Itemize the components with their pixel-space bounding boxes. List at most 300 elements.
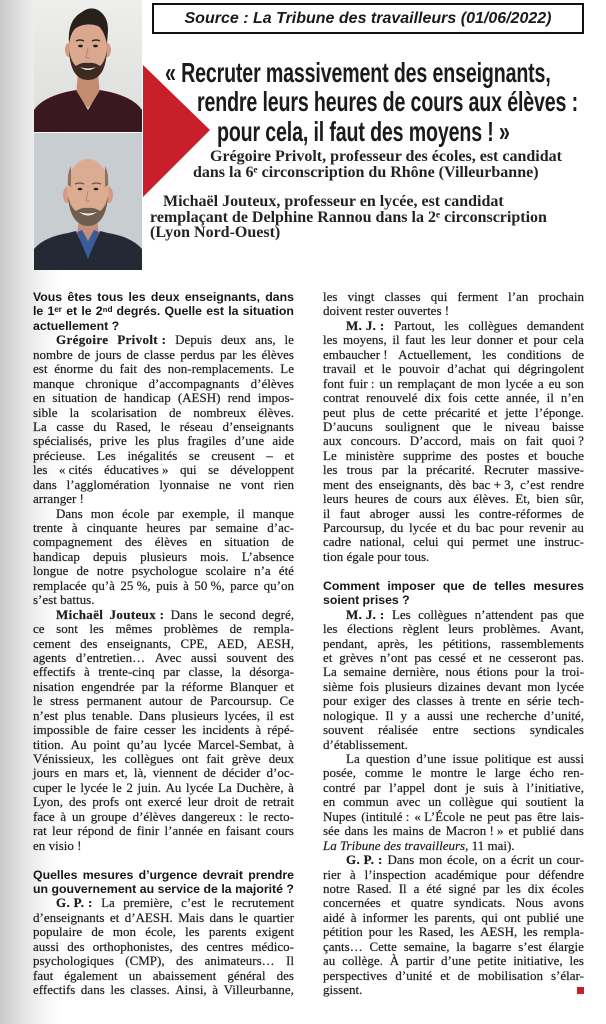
word: d’une xyxy=(234,433,265,449)
word: l’initiative, xyxy=(526,779,584,795)
word: lycée xyxy=(163,736,191,752)
word: de xyxy=(244,794,257,810)
word: le xyxy=(160,418,171,434)
word: des xyxy=(276,967,294,983)
word: la xyxy=(545,664,555,680)
word: contrat xyxy=(323,390,360,406)
word: aide xyxy=(272,433,294,449)
word: pour xyxy=(505,866,530,882)
word: été xyxy=(426,880,442,896)
text-line xyxy=(323,868,584,882)
word: notre xyxy=(323,880,350,896)
word: ne xyxy=(218,476,232,492)
word: creusent xyxy=(211,447,255,463)
word: les xyxy=(323,332,338,348)
word: et, xyxy=(115,765,128,781)
word: du xyxy=(99,361,113,377)
word: populaire xyxy=(33,924,83,940)
word: élèves xyxy=(154,534,188,550)
word: classe xyxy=(143,346,176,362)
word: de xyxy=(203,765,216,781)
interview-question xyxy=(33,290,294,333)
word: Quelles xyxy=(33,867,78,882)
word: 2 xyxy=(126,779,133,795)
word: la xyxy=(574,794,584,810)
word: de xyxy=(428,823,441,839)
word: scolaire xyxy=(205,563,246,579)
word: contré xyxy=(323,779,356,795)
word: commun xyxy=(343,794,389,810)
word: son xyxy=(565,375,584,391)
publication-title: travailleurs, xyxy=(404,837,469,853)
word: D’accord, xyxy=(409,433,462,449)
word: politique xyxy=(484,751,531,766)
word: petite xyxy=(477,953,507,969)
word: mêmes xyxy=(115,621,153,637)
word: s’est xyxy=(518,938,543,954)
word: par xyxy=(189,520,207,535)
word: par xyxy=(141,678,159,694)
word: prochain xyxy=(538,289,584,304)
word: lais- xyxy=(561,808,584,824)
word: bagarre xyxy=(472,938,512,954)
word: le xyxy=(412,765,422,781)
word: (CMP), xyxy=(125,953,165,969)
word: de xyxy=(77,346,91,362)
word: éducatives » xyxy=(103,462,169,478)
word: concours. xyxy=(350,433,401,449)
word: les xyxy=(398,924,413,940)
word: embaucher ! xyxy=(323,346,388,362)
text-line xyxy=(33,377,294,391)
text-line xyxy=(33,954,294,968)
text-line xyxy=(323,925,584,939)
word: élèves xyxy=(261,346,294,362)
word: Cette xyxy=(369,938,397,954)
word: de xyxy=(119,823,132,839)
word: les xyxy=(323,462,338,478)
word: pas xyxy=(414,649,432,665)
word: à xyxy=(183,577,189,593)
word: Dans xyxy=(170,606,198,622)
word: faire xyxy=(113,722,138,738)
word: Recruter xyxy=(483,462,529,478)
text-line xyxy=(33,333,294,347)
source-label: Source : La Tribune des travailleurs (01/06/2022) xyxy=(184,9,552,27)
word: large xyxy=(494,765,521,781)
word: syndicales xyxy=(529,722,584,738)
word: viennent xyxy=(152,765,198,781)
word: parents xyxy=(208,924,247,940)
word: le xyxy=(284,332,294,348)
word: La xyxy=(323,664,337,680)
text-line xyxy=(323,478,584,492)
word: de xyxy=(394,491,408,507)
word: prive xyxy=(100,433,127,449)
word: général xyxy=(227,967,266,983)
word: revenir xyxy=(529,520,566,535)
word: soulignent xyxy=(385,418,440,434)
word: tenable. xyxy=(91,707,133,723)
word: sible xyxy=(33,404,58,420)
byline-candidate-2-line-1: Michaël Jouteux, professeur en lycée, est candidat xyxy=(163,193,504,210)
word: dans xyxy=(560,823,584,839)
word: aussi xyxy=(419,505,446,521)
word: Les xyxy=(391,606,411,622)
word: année, xyxy=(506,390,540,406)
text-line xyxy=(323,608,584,622)
text-line xyxy=(33,925,294,939)
text-line xyxy=(33,420,294,434)
word: être xyxy=(537,808,557,824)
byline-candidate-2-line-2: remplaçant de Delphine Rannou dans la 2ᵉ circonscription xyxy=(150,209,547,226)
word: Nupes xyxy=(323,808,357,824)
publication-title: des xyxy=(383,837,402,853)
text-line xyxy=(323,535,584,549)
word: 11 xyxy=(471,837,485,853)
word: qui xyxy=(481,909,498,925)
word: le xyxy=(248,808,258,824)
word: ouvertes ! xyxy=(397,303,450,319)
text-line xyxy=(33,593,294,607)
word: est xyxy=(537,751,552,766)
text-line xyxy=(323,507,584,521)
word: Il xyxy=(385,707,394,723)
word: semaine xyxy=(343,664,387,680)
word: collège. xyxy=(342,953,383,969)
text-line xyxy=(323,694,584,708)
word: pour xyxy=(514,664,539,680)
word: après, xyxy=(377,635,409,651)
word: vont xyxy=(240,476,265,492)
word: au xyxy=(571,520,584,535)
word: n’en xyxy=(560,390,584,406)
word: pour xyxy=(499,520,524,535)
text-line xyxy=(33,492,294,506)
word: le xyxy=(33,304,44,319)
word: à xyxy=(349,866,356,882)
word: cours xyxy=(265,823,294,839)
word: de xyxy=(91,924,104,940)
word: bien xyxy=(536,491,559,507)
word: fragiles xyxy=(187,433,227,449)
word: un xyxy=(128,967,142,983)
word: grèves xyxy=(339,649,374,665)
word: de xyxy=(169,404,182,420)
word: ce xyxy=(33,621,45,637)
word: une xyxy=(460,707,480,723)
word: exercé xyxy=(147,794,182,810)
word: ont xyxy=(181,751,199,766)
word: élèves. xyxy=(473,491,509,507)
word: et xyxy=(66,304,78,319)
word: abaissement xyxy=(152,967,217,983)
word: les xyxy=(134,433,150,449)
word: qui xyxy=(501,794,518,810)
word: école, xyxy=(145,924,176,940)
word: plusieurs xyxy=(171,707,219,723)
text-line xyxy=(33,868,294,882)
word: classes. xyxy=(130,982,170,997)
text-line xyxy=(323,940,584,954)
word: première, xyxy=(123,895,173,911)
word: orthophonistes, xyxy=(92,938,173,954)
word: Marcel-Sembat, xyxy=(197,736,282,752)
word: leurs xyxy=(448,621,474,637)
word: Nous xyxy=(515,895,544,911)
word: impossible xyxy=(33,722,90,738)
word: semaine xyxy=(215,520,259,535)
word: cement xyxy=(33,635,71,651)
word: l’éponge. xyxy=(535,404,584,420)
word: du xyxy=(457,520,471,535)
word: précarité. xyxy=(426,462,475,478)
word: depuis xyxy=(93,548,127,564)
word: pétitions, xyxy=(442,635,491,651)
word: mains xyxy=(392,823,424,839)
word: tous xyxy=(97,290,124,304)
word: Vous xyxy=(33,290,63,304)
word: 2ⁿᵈ xyxy=(95,304,113,319)
word: rendre xyxy=(550,476,584,492)
word: la xyxy=(407,462,417,478)
word: Parcoursup. xyxy=(210,693,272,709)
word: cour- xyxy=(556,852,584,868)
word: au xyxy=(139,881,155,896)
article-column-right xyxy=(323,290,584,997)
word: juin. xyxy=(137,779,161,795)
word: nous xyxy=(445,664,471,680)
word: suis xyxy=(483,779,504,795)
word: telles xyxy=(494,578,526,593)
word: CPE, xyxy=(180,635,208,651)
word: d’une xyxy=(441,953,471,969)
word: précieuse. xyxy=(33,447,86,463)
word: psychologiques xyxy=(33,953,114,969)
word: le xyxy=(33,693,43,709)
word: fait xyxy=(206,751,224,766)
word: parce xyxy=(230,577,259,593)
word: de xyxy=(457,967,470,983)
word: des xyxy=(180,938,199,954)
word: et xyxy=(284,447,294,463)
publication-title: La xyxy=(323,837,337,853)
word: l’appel xyxy=(389,779,426,795)
word: d’accompagnants xyxy=(148,375,240,391)
text-line xyxy=(323,420,584,434)
word: deux xyxy=(150,290,180,304)
word: également xyxy=(64,967,118,983)
word: aux xyxy=(448,491,467,507)
word: la xyxy=(231,664,241,680)
word: Il xyxy=(398,880,407,896)
word: les xyxy=(185,924,200,940)
text-line xyxy=(323,593,584,607)
word: fuir : xyxy=(348,375,375,391)
word: Dans xyxy=(387,852,415,868)
word: d’enseignants xyxy=(33,909,105,925)
word: tous. xyxy=(404,548,430,564)
text-line xyxy=(323,969,584,983)
word: battus. xyxy=(60,592,95,608)
text-line xyxy=(323,521,584,535)
word: les xyxy=(459,924,475,940)
word: à xyxy=(459,693,466,709)
portrait-photo-top xyxy=(34,0,142,132)
word: dernière, xyxy=(392,664,439,680)
text-line xyxy=(33,983,294,997)
word: trente xyxy=(33,520,63,535)
word: et xyxy=(442,520,452,535)
word: stress xyxy=(50,693,79,709)
word: les xyxy=(128,290,146,304)
word: perspectives xyxy=(323,967,388,983)
word: aussi xyxy=(33,938,59,954)
word: longue xyxy=(33,563,69,579)
word: les xyxy=(323,621,338,637)
word: quoi ? xyxy=(551,433,584,449)
word: deux xyxy=(220,332,247,348)
word: gissent. xyxy=(323,982,363,997)
word: exiger xyxy=(353,693,386,709)
word: recherche xyxy=(486,707,537,723)
word: 1ᵉʳ xyxy=(47,304,63,319)
text-line xyxy=(323,665,584,679)
word: la xyxy=(69,404,80,420)
word: par xyxy=(163,664,180,680)
word: Rased, xyxy=(418,924,454,940)
text-line xyxy=(323,723,584,737)
word: faisant xyxy=(225,823,261,839)
text-line xyxy=(33,434,294,448)
word: mai). xyxy=(487,837,515,853)
word: les xyxy=(418,635,433,651)
word: cuper xyxy=(33,779,62,795)
text-line xyxy=(323,290,584,304)
word: rassemblements xyxy=(500,635,584,651)
word: L’absence xyxy=(241,548,294,564)
word: énorme xyxy=(54,361,94,377)
word: cette xyxy=(402,404,428,420)
word: en xyxy=(33,390,46,406)
answer-paragraph xyxy=(323,290,584,319)
text-line xyxy=(33,709,294,723)
word: Macron ! » xyxy=(445,823,504,839)
word: plusieurs xyxy=(384,678,432,694)
word: rien xyxy=(273,476,294,492)
word: qui xyxy=(430,289,448,304)
word: des xyxy=(69,794,87,810)
word: d’oc- xyxy=(266,765,294,781)
word: remplaçant xyxy=(397,375,456,391)
word: lycée xyxy=(409,520,437,535)
word: publié xyxy=(526,909,560,925)
text-line xyxy=(323,680,584,694)
word: entre xyxy=(432,722,459,738)
word: aussi xyxy=(427,707,454,723)
word: dangereux : xyxy=(181,808,243,824)
text-line xyxy=(323,795,584,809)
word: se xyxy=(188,447,200,463)
word: trente-cinq xyxy=(98,664,155,680)
answer-paragraph xyxy=(323,752,584,853)
speaker-name: G. P. : xyxy=(56,895,93,911)
word: par xyxy=(220,346,237,362)
word: enseignants, xyxy=(107,635,171,651)
word: psychologue xyxy=(131,563,198,579)
text-line xyxy=(33,406,294,420)
word: il xyxy=(392,332,400,348)
word: çants… xyxy=(323,938,363,954)
word: on xyxy=(503,433,517,449)
word: et xyxy=(323,649,333,665)
word: Et, xyxy=(515,491,531,507)
word: plus xyxy=(353,404,375,420)
word: puis xyxy=(156,577,178,593)
word: êtes xyxy=(67,290,93,304)
text-line xyxy=(33,637,294,651)
word: il xyxy=(237,505,245,521)
word: perdus xyxy=(180,346,215,362)
word: on xyxy=(482,852,496,868)
word: remplacée xyxy=(33,577,87,593)
word: au xyxy=(323,953,336,969)
word: tech- xyxy=(557,693,584,709)
word: les xyxy=(102,751,117,766)
word: est xyxy=(279,707,294,723)
word: mon xyxy=(112,924,136,940)
word: cesser xyxy=(143,722,176,738)
word: soient xyxy=(323,593,360,608)
text-line xyxy=(323,463,584,477)
word: rat xyxy=(33,823,47,839)
text-line xyxy=(33,839,294,853)
word: par xyxy=(157,505,175,521)
text-line xyxy=(33,319,294,333)
word: jette xyxy=(505,404,528,420)
word: souvent xyxy=(226,649,268,665)
word: faut xyxy=(339,505,361,521)
word: pour xyxy=(377,548,402,564)
word: les xyxy=(481,346,497,362)
answer-paragraph xyxy=(323,319,584,564)
word: heures xyxy=(146,520,181,535)
word: imposer xyxy=(387,578,436,593)
word: bouche xyxy=(546,447,584,463)
word: les xyxy=(181,722,197,738)
word: des xyxy=(143,361,162,377)
word: prises ? xyxy=(362,593,410,608)
word: pouvoir xyxy=(398,361,440,377)
word: vingt xyxy=(347,289,375,304)
word: manque xyxy=(252,505,294,521)
word: rempla- xyxy=(253,621,294,637)
word: handicap xyxy=(123,390,171,406)
word: d’unité, xyxy=(543,707,584,723)
word: dizaines xyxy=(437,678,481,694)
word: qu’on xyxy=(263,577,294,593)
word: cesseront xyxy=(508,649,557,665)
word: que xyxy=(565,606,584,622)
word: est xyxy=(206,304,224,319)
word: problèmes xyxy=(163,621,219,637)
word: qui xyxy=(493,361,511,377)
word: lycée xyxy=(505,375,533,391)
text-line xyxy=(33,622,294,636)
word: réforme xyxy=(181,678,223,694)
text-line xyxy=(33,752,294,766)
word: quatre xyxy=(410,895,444,911)
